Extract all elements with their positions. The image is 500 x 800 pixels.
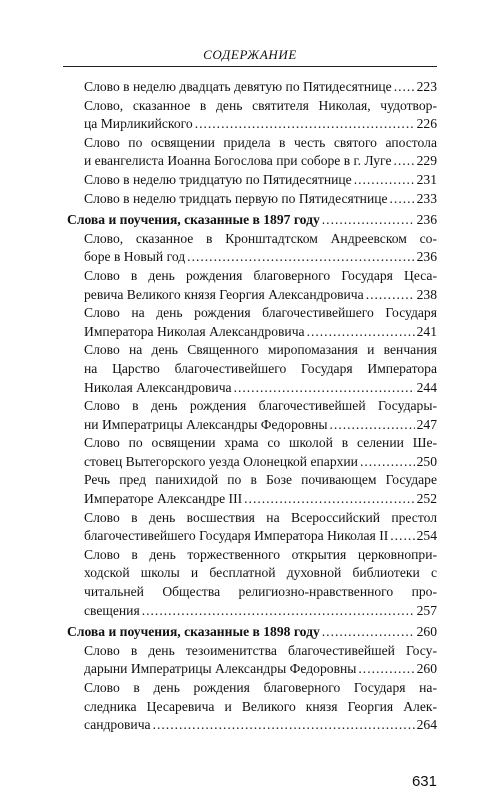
toc-entry-text: следника Цесаревича и Великого князя Георгия Алек-: [84, 698, 437, 714]
toc-page-number: 229: [416, 153, 437, 169]
toc-entry: [67, 679, 437, 735]
toc-entry-text: Императоре Александре III: [84, 491, 243, 507]
toc-entry-line: [67, 211, 437, 230]
toc-entry-text: Слово по освящении придела в честь святого апостола: [84, 134, 437, 150]
toc-page-number: 257: [416, 602, 437, 618]
toc-entry: [67, 471, 437, 508]
dot-leader: [360, 453, 415, 472]
toc-entry: [67, 190, 437, 209]
toc-page-number: 244: [416, 379, 437, 395]
toc-entry: [67, 304, 437, 341]
toc-entry-line: [67, 623, 437, 642]
toc-entry-text: Слово в неделю тридцать первую по Пятидесятнице: [84, 190, 388, 206]
toc-page-number: 241: [416, 323, 437, 339]
toc-entry: [67, 230, 437, 267]
toc-entry: [67, 341, 437, 397]
dot-leader: [390, 190, 415, 209]
toc-entry-text: Речь пред панихидой по в Бозе почивающем Государе: [84, 472, 437, 488]
dot-leader: [244, 490, 414, 509]
toc-entry-line: [84, 323, 437, 342]
toc-entry: [67, 134, 437, 171]
dot-leader: [358, 660, 414, 679]
toc-page-number: 233: [416, 190, 437, 206]
table-of-contents: [67, 78, 437, 735]
toc-entry-text: свещения: [84, 602, 140, 618]
toc-entry-text: Слова и поучения, сказанные в 1897 году: [67, 212, 320, 228]
toc-entry-text: ни Императрицы Александры Федоровны: [84, 416, 328, 432]
toc-entry-text: Императора Николая Александровича: [84, 323, 305, 339]
toc-entry-text: Слово в день торжественного открытия церковнопри-: [84, 546, 437, 562]
toc-entry-text: дарыни Императрицы Александры Федоровны: [84, 661, 357, 677]
toc-entry-text: и евангелиста Иоанна Богослова при соборе в г. Луге: [84, 153, 392, 169]
toc-page-number: 252: [416, 491, 437, 507]
toc-entry-text: ревича Великого князя Георгия Александровича: [84, 286, 364, 302]
toc-entry-text: боре в Новый год: [84, 249, 186, 265]
toc-entry: [67, 434, 437, 471]
toc-entry-line: [84, 379, 437, 398]
toc-entry-text: Николая Александровича: [84, 379, 232, 395]
toc-entry-line: [84, 602, 437, 621]
header-rule: [63, 66, 437, 67]
toc-entry-line: [84, 190, 437, 209]
toc-page-number: 223: [416, 79, 437, 94]
dot-leader: [142, 602, 415, 621]
dot-leader: [330, 416, 415, 435]
toc-entry-line: [84, 115, 437, 134]
toc-entry-text: Слово в неделю тридцатую по Пятидесятнице: [84, 171, 352, 187]
toc-entry-line: [84, 78, 437, 97]
toc-entry-text: Слово в день тезоименитства благочестивейшей Госу-: [84, 642, 437, 658]
running-head: СОДЕРЖАНИЕ: [203, 47, 297, 62]
toc-entry-line: [84, 286, 437, 305]
toc-entry-text: ходской школы и бесплатной духовной библиотеки с: [84, 565, 437, 581]
toc-entry-text: Слово по освящении храма со школой в селении Ше-: [84, 435, 437, 451]
dot-leader: [322, 211, 415, 230]
toc-entry: [67, 267, 437, 304]
toc-entry: [67, 97, 437, 134]
dot-leader: [394, 78, 415, 97]
toc-entry-text: Слово, сказанное в Кронштадтском Андреевском со-: [84, 230, 437, 246]
toc-section-heading: [67, 623, 437, 642]
toc-page-number: 231: [416, 171, 437, 187]
toc-entry-line: [84, 490, 437, 509]
toc-page-number: 236: [416, 249, 437, 265]
toc-entry: [67, 546, 437, 620]
toc-entry-text: читальней Общества религиозно-нравственного про-: [84, 584, 437, 600]
toc-entry-line: [84, 248, 437, 267]
dot-leader: [307, 323, 415, 342]
page-number: 631: [411, 773, 437, 790]
toc-entry-text: на Царство благочестивейшего Государя Императора: [84, 360, 437, 376]
toc-page-number: 264: [416, 717, 437, 733]
dot-leader: [390, 527, 414, 546]
toc-entry-text: Слово в день рождения благочестивейшей Государы-: [84, 398, 437, 414]
toc-page-number: 247: [416, 416, 437, 432]
toc-entry-text: Слово в день рождения благоверного Государя на-: [84, 680, 437, 695]
toc-entry-text: ца Мирликийского: [84, 116, 193, 132]
dot-leader: [187, 248, 414, 267]
toc-page-number: 260: [416, 624, 437, 640]
dot-leader: [234, 379, 415, 398]
toc-entry-text: Слово в день рождения благоверного Государя Цеса-: [84, 267, 437, 283]
toc-entry-text: Слово в неделю двадцать девятую по Пятидесятнице: [84, 79, 392, 94]
toc-entry: [67, 642, 437, 679]
toc-entry-line: [84, 716, 437, 735]
toc-entry: [67, 171, 437, 190]
toc-entry-line: [84, 453, 437, 472]
toc-entry-text: Слово, сказанное в день святителя Николая, чудотвор-: [84, 97, 437, 113]
toc-entry-text: Слово в день восшествия на Всероссийский престол: [84, 509, 437, 525]
dot-leader: [354, 171, 415, 190]
toc-entry-text: стовец Вытегорского уезда Олонецкой епархии: [84, 453, 358, 469]
toc-page-number: 254: [416, 528, 437, 544]
dot-leader: [195, 115, 415, 134]
toc-entry-line: [84, 660, 437, 679]
toc-entry: [67, 78, 437, 97]
toc-page-number: 226: [416, 116, 437, 132]
toc-entry-line: [84, 171, 437, 190]
toc-entry-line: [84, 527, 437, 546]
dot-leader: [394, 152, 415, 171]
toc-entry-text: Слово на день Священного миропомазания и венчания: [84, 342, 437, 358]
toc-entry-line: [84, 152, 437, 171]
toc-entry-line: [84, 416, 437, 435]
toc-entry: [67, 397, 437, 434]
toc-entry-text: сандровича: [84, 717, 151, 733]
dot-leader: [153, 716, 415, 735]
toc-page-number: 238: [416, 286, 437, 302]
toc-section-heading: [67, 211, 437, 230]
toc-entry-text: благочестивейшего Государя Императора Николая II: [84, 528, 389, 544]
dot-leader: [366, 286, 415, 305]
toc-page-number: 250: [416, 453, 437, 469]
toc-entry: [67, 509, 437, 546]
toc-entry-text: Слова и поучения, сказанные в 1898 году: [67, 624, 320, 640]
toc-page-number: 236: [416, 212, 437, 228]
toc-entry-text: Слово на день рождения благочестивейшего Государя: [84, 305, 437, 321]
dot-leader: [322, 623, 415, 642]
toc-page-number: 260: [416, 661, 437, 677]
